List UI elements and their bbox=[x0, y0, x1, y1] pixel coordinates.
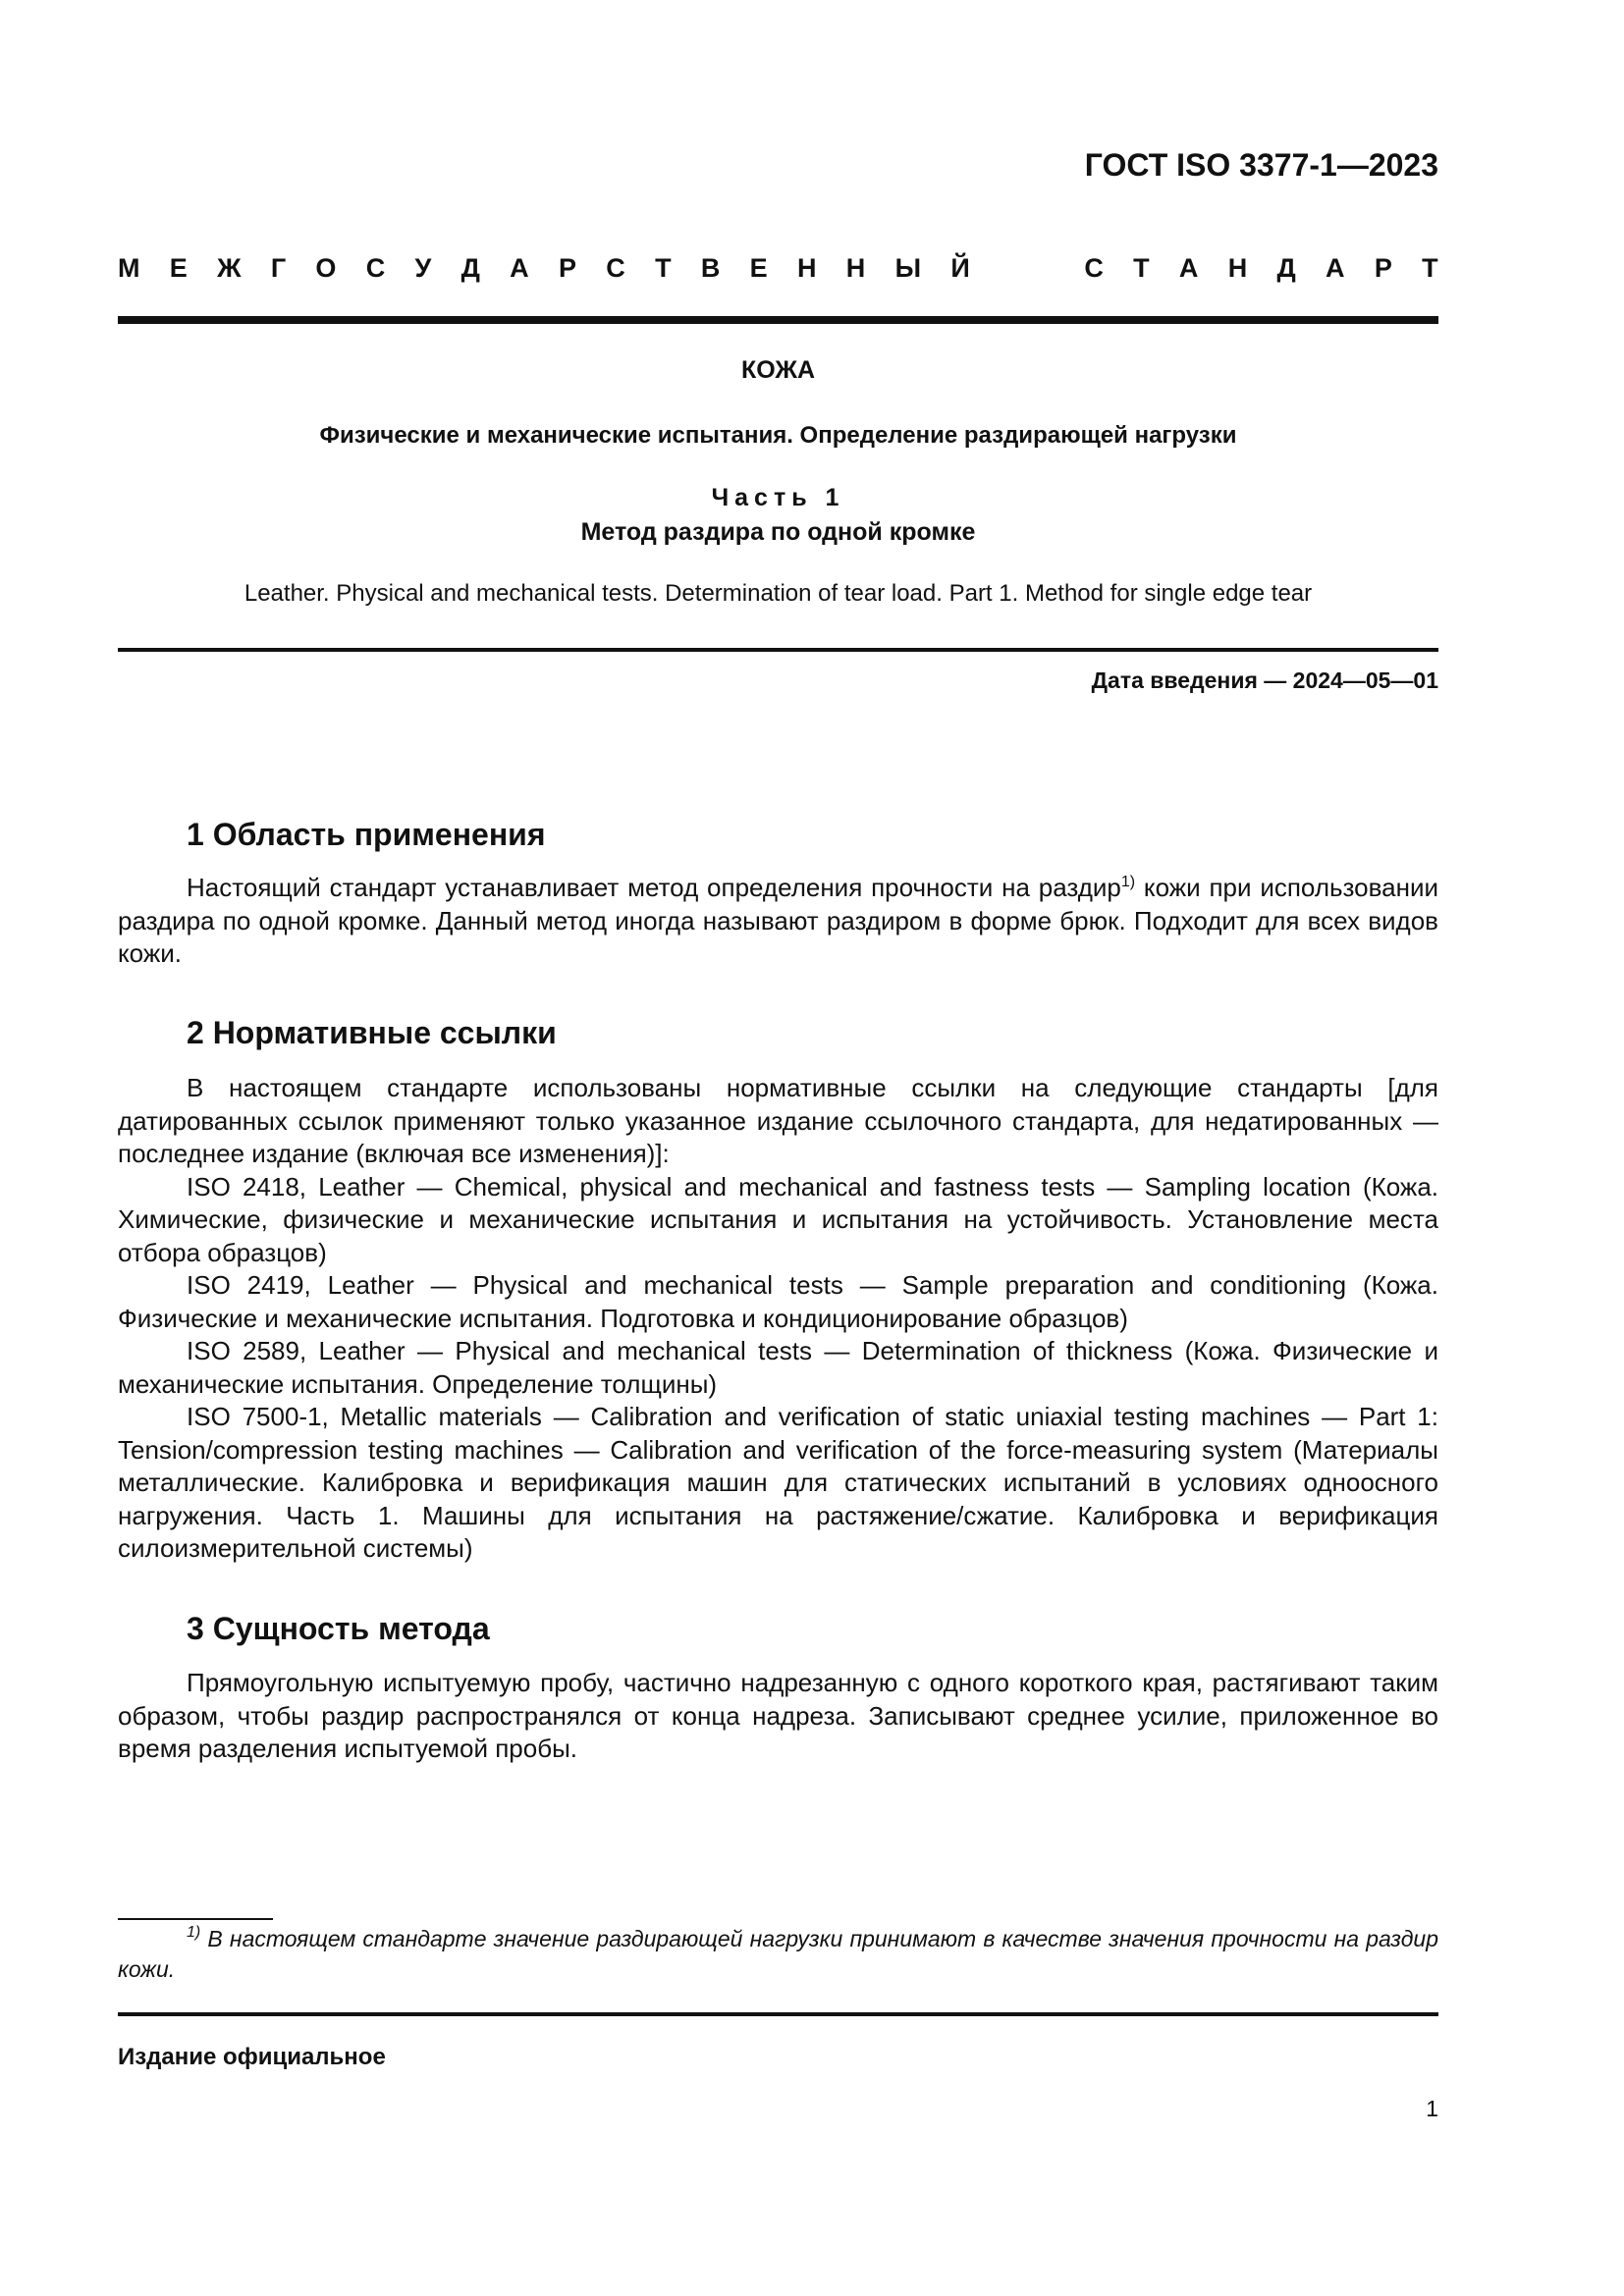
footnote-ref: 1) bbox=[1120, 874, 1136, 890]
text-run: кожи при использовании раздира по одной кромке. Данный метод иногда называют раздиром в форме брюк. Подходит для всех видов кожи. bbox=[118, 873, 1439, 968]
text-run: В настоящем стандарте значение раздирающей нагрузки принимают в качестве значения прочности на раздир кожи. bbox=[118, 1926, 1438, 1982]
banner-letter: С bbox=[1084, 253, 1104, 283]
standard-designation: ГОСТ ISO 3377-1—2023 bbox=[1084, 147, 1438, 183]
banner-letter: Р bbox=[1374, 253, 1392, 283]
banner-letter: Е bbox=[169, 253, 188, 283]
section-3-heading: 3 Сущность метода bbox=[187, 1611, 490, 1646]
banner-letter: Т bbox=[655, 253, 672, 283]
banner-letter: М bbox=[118, 253, 140, 283]
banner-letter: А bbox=[1178, 253, 1199, 283]
document-subtitle: Физические и механические испытания. Определение раздирающей нагрузки bbox=[319, 422, 1237, 449]
part-title: Метод раздира по одной кромке bbox=[580, 518, 976, 546]
reference-item: ISO 2589, Leather — Physical and mechanical tests — Determination of thickness (Кожа. Физические и механические испытания. Определение толщины) bbox=[118, 1336, 1438, 1399]
banner-letter: У bbox=[414, 253, 432, 283]
page-number: 1 bbox=[1426, 2096, 1438, 2121]
official-edition-label: Издание официальное bbox=[118, 2044, 386, 2070]
banner-letter: Н bbox=[796, 253, 817, 283]
banner-letter: Д bbox=[460, 253, 480, 283]
paragraph: В настоящем стандарте использованы нормативные ссылки на следующие стандарты [для датированных ссылок применяют только указанное издание ссылочного стандарта, для недатированных — последнее издание (включая все изменения)]: bbox=[118, 1073, 1438, 1168]
reference-item: ISO 7500-1, Metallic materials — Calibration and verification of static uniaxial testing machines — Part 1: Tension/compression testing machines — Calibration and verification of the force-measuring system (Материалы металлические. Калибровка и верификация машин для статических испытаний в условиях одноосного нагружения. Часть 1. Машины для испытания на растяжение/сжатие. Калибровка и верификация силоизмерительной системы) bbox=[118, 1402, 1438, 1563]
banner-letter: Е bbox=[749, 253, 768, 283]
section-2-heading: 2 Нормативные ссылки bbox=[187, 1015, 557, 1050]
reference-item: ISO 2418, Leather — Chemical, physical and mechanical and fastness tests — Sampling location (Кожа. Химические, физические и механические испытания и испытания на устойчивость. Установление места отбора образцов) bbox=[118, 1171, 1438, 1267]
banner-letter: Н bbox=[1227, 253, 1248, 283]
document-title: КОЖА bbox=[740, 356, 816, 384]
part-label: Часть 1 bbox=[711, 484, 845, 511]
section-3-body bbox=[118, 1667, 1438, 1766]
section-1-body bbox=[118, 872, 1438, 971]
title-rule bbox=[118, 648, 1438, 652]
banner-letter: Д bbox=[1276, 253, 1296, 283]
banner-word-gap bbox=[1000, 253, 1055, 284]
footnote-rule bbox=[118, 1918, 273, 1920]
banner-letter: Т bbox=[1422, 253, 1438, 283]
paragraph: Прямоугольную испытуемую пробу, частично надрезанную с одного короткого края, растягивают таким образом, чтобы раздир распространялся от конца надреза. Записывают среднее усилие, приложенное во время разделения испытуемой пробы. bbox=[118, 1668, 1438, 1763]
footnote bbox=[118, 1924, 1438, 1985]
banner-letter: Т bbox=[1133, 253, 1150, 283]
banner-letter: С bbox=[606, 253, 625, 283]
footnote-mark: 1) bbox=[187, 1924, 201, 1941]
banner-letter: О bbox=[315, 253, 337, 283]
introduction-date: Дата введения — 2024—05—01 bbox=[1091, 667, 1438, 693]
interstate-standard-banner bbox=[118, 253, 1438, 284]
document-page bbox=[118, 0, 1438, 2296]
banner-letter: Р bbox=[558, 253, 576, 283]
header-rule bbox=[118, 316, 1438, 324]
banner-letter: А bbox=[510, 253, 529, 283]
paragraph bbox=[118, 872, 1438, 971]
banner-letter: Н bbox=[845, 253, 866, 283]
banner-letter: С bbox=[365, 253, 386, 283]
banner-letter: В bbox=[700, 253, 721, 283]
banner-letter: Г bbox=[270, 253, 287, 283]
footer-rule bbox=[118, 2012, 1438, 2016]
footnote-text bbox=[118, 1924, 1438, 1985]
english-title: Leather. Physical and mechanical tests. Determination of tear load. Part 1. Method for single edge tear bbox=[244, 580, 1313, 607]
text-run: Настоящий стандарт устанавливает метод определения прочности на раздир bbox=[187, 873, 1121, 902]
reference-item: ISO 2419, Leather — Physical and mechanical tests — Sample preparation and conditioning (Кожа. Физические и механические испытания. Подготовка и кондиционирование образцов) bbox=[118, 1270, 1438, 1333]
section-2-body bbox=[118, 1072, 1438, 1566]
banner-letter: А bbox=[1326, 253, 1345, 283]
section-1-heading: 1 Область применения bbox=[187, 817, 546, 852]
banner-letter: Ы bbox=[894, 253, 922, 283]
banner-letter: Й bbox=[950, 253, 970, 283]
banner-letter: Ж bbox=[217, 253, 242, 283]
